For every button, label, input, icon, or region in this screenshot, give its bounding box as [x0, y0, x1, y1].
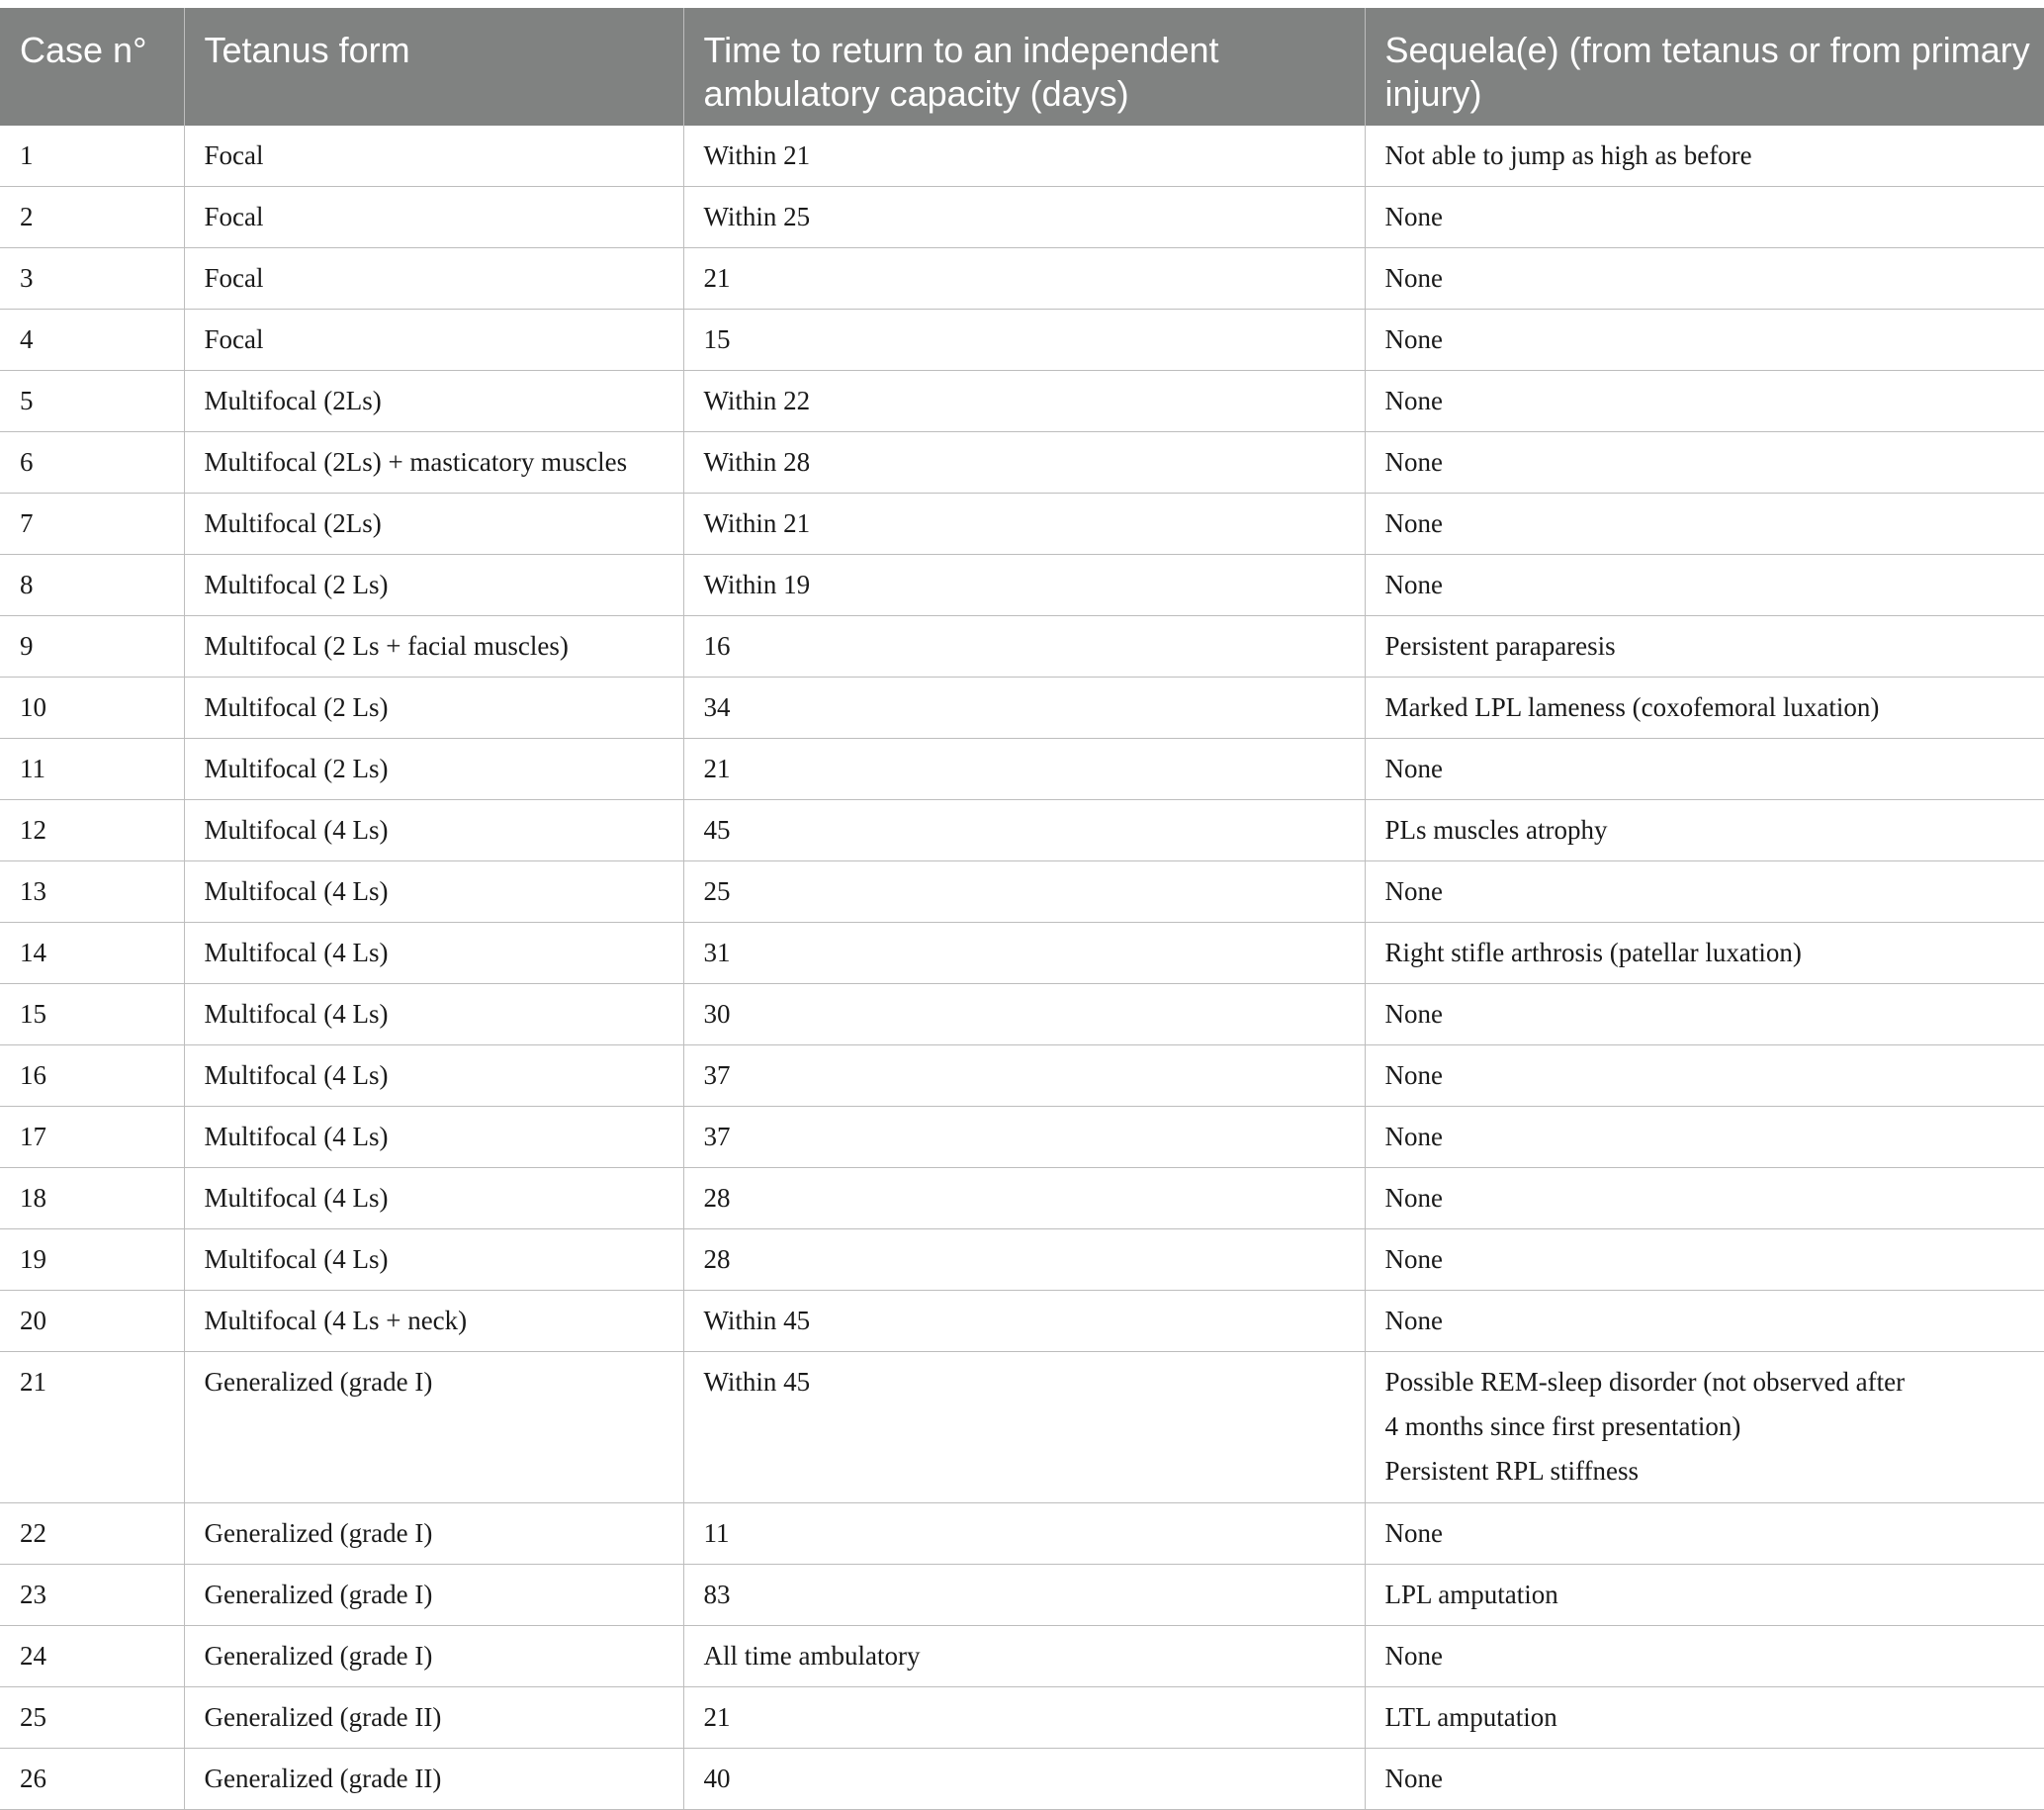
- table-row: [0, 1565, 2044, 1626]
- table-row: [0, 494, 2044, 555]
- case-number-cell: 10: [0, 678, 184, 739]
- table-row: [0, 1352, 2044, 1503]
- header-case-number: Case n°: [0, 8, 184, 126]
- time-to-ambulation-cell: Within 28: [683, 432, 1365, 494]
- tetanus-form-cell: Generalized (grade I): [184, 1565, 683, 1626]
- time-to-ambulation-cell: Within 22: [683, 371, 1365, 432]
- case-number-cell: 24: [0, 1626, 184, 1687]
- sequela-line: Not able to jump as high as before: [1384, 140, 1752, 170]
- header-row: [0, 8, 2044, 126]
- sequela-line: Persistent paraparesis: [1384, 631, 1616, 661]
- header-time-to-ambulation: Time to return to an independent ambulatory capacity (days): [683, 8, 1365, 126]
- table-row: [0, 1503, 2044, 1565]
- sequelae-cell: [1365, 616, 2044, 678]
- sequelae-cell: [1365, 984, 2044, 1045]
- sequelae-cell: [1365, 494, 2044, 555]
- table-row: [0, 1168, 2044, 1229]
- table-row: [0, 1229, 2044, 1291]
- case-number-cell: 15: [0, 984, 184, 1045]
- tetanus-form-cell: Generalized (grade I): [184, 1352, 683, 1503]
- sequela-line: LTL amputation: [1384, 1702, 1557, 1732]
- sequela-line: PLs muscles atrophy: [1384, 815, 1608, 845]
- sequelae-cell: [1365, 1045, 2044, 1107]
- table-row: [0, 1291, 2044, 1352]
- time-to-ambulation-cell: Within 45: [683, 1291, 1365, 1352]
- sequelae-cell: [1365, 923, 2044, 984]
- sequela-line: None: [1384, 508, 1443, 538]
- sequelae-cell: [1365, 1687, 2044, 1749]
- header-tetanus-form: Tetanus form: [184, 8, 683, 126]
- time-to-ambulation-cell: 15: [683, 310, 1365, 371]
- time-to-ambulation-cell: 30: [683, 984, 1365, 1045]
- time-to-ambulation-cell: 25: [683, 861, 1365, 923]
- case-number-cell: 26: [0, 1749, 184, 1810]
- sequela-line: Marked LPL lameness (coxofemoral luxation): [1384, 692, 1880, 722]
- time-to-ambulation-cell: 34: [683, 678, 1365, 739]
- sequela-line: Right stifle arthrosis (patellar luxation): [1384, 938, 1802, 967]
- case-number-cell: 4: [0, 310, 184, 371]
- table-row: [0, 1107, 2044, 1168]
- case-number-cell: 3: [0, 248, 184, 310]
- time-to-ambulation-cell: 21: [683, 248, 1365, 310]
- time-to-ambulation-cell: 37: [683, 1107, 1365, 1168]
- tetanus-form-cell: Multifocal (4 Ls): [184, 861, 683, 923]
- case-number-cell: 18: [0, 1168, 184, 1229]
- sequela-line: None: [1384, 1122, 1443, 1151]
- table-row: [0, 248, 2044, 310]
- case-number-cell: 22: [0, 1503, 184, 1565]
- sequelae-cell: [1365, 1168, 2044, 1229]
- tetanus-form-cell: Multifocal (4 Ls): [184, 923, 683, 984]
- case-number-cell: 16: [0, 1045, 184, 1107]
- table-row: [0, 678, 2044, 739]
- table-row: [0, 187, 2044, 248]
- time-to-ambulation-cell: 45: [683, 800, 1365, 861]
- sequela-line: None: [1384, 202, 1443, 231]
- sequela-line: None: [1384, 999, 1443, 1029]
- sequelae-cell: [1365, 1291, 2044, 1352]
- table-row: [0, 1626, 2044, 1687]
- table-row: [0, 1687, 2044, 1749]
- sequela-line: Possible REM-sleep disorder (not observed after: [1384, 1367, 1906, 1397]
- table-body: [0, 126, 2044, 1810]
- sequela-line: LPL amputation: [1384, 1580, 1558, 1609]
- sequelae-cell: [1365, 1229, 2044, 1291]
- table-row: [0, 432, 2044, 494]
- tetanus-form-cell: Multifocal (4 Ls): [184, 984, 683, 1045]
- time-to-ambulation-cell: 31: [683, 923, 1365, 984]
- case-number-cell: 11: [0, 739, 184, 800]
- case-number-cell: 21: [0, 1352, 184, 1503]
- tetanus-form-cell: Multifocal (2 Ls): [184, 678, 683, 739]
- tetanus-form-cell: Generalized (grade II): [184, 1749, 683, 1810]
- sequelae-cell: [1365, 1352, 2044, 1503]
- table-row: [0, 800, 2044, 861]
- sequela-line: None: [1384, 1060, 1443, 1090]
- sequela-line: None: [1384, 1306, 1443, 1335]
- case-number-cell: 7: [0, 494, 184, 555]
- table-row: [0, 1749, 2044, 1810]
- tetanus-form-cell: Multifocal (2Ls) + masticatory muscles: [184, 432, 683, 494]
- table-row: [0, 1045, 2044, 1107]
- time-to-ambulation-cell: Within 19: [683, 555, 1365, 616]
- case-number-cell: 9: [0, 616, 184, 678]
- tetanus-form-cell: Multifocal (4 Ls): [184, 1168, 683, 1229]
- sequela-line: None: [1384, 754, 1443, 783]
- sequelae-cell: [1365, 187, 2044, 248]
- sequela-line: None: [1384, 876, 1443, 906]
- case-number-cell: 23: [0, 1565, 184, 1626]
- sequela-line: 4 months since first presentation): [1384, 1411, 1741, 1441]
- sequelae-cell: [1365, 861, 2044, 923]
- sequelae-cell: [1365, 1565, 2044, 1626]
- table-row: [0, 861, 2044, 923]
- table-row: [0, 616, 2044, 678]
- tetanus-form-cell: Multifocal (4 Ls): [184, 800, 683, 861]
- time-to-ambulation-cell: 21: [683, 1687, 1365, 1749]
- sequelae-cell: [1365, 310, 2044, 371]
- sequela-line: None: [1384, 386, 1443, 415]
- tetanus-form-cell: Generalized (grade I): [184, 1626, 683, 1687]
- case-number-cell: 20: [0, 1291, 184, 1352]
- time-to-ambulation-cell: Within 25: [683, 187, 1365, 248]
- table-header: [0, 8, 2044, 126]
- sequelae-cell: [1365, 248, 2044, 310]
- case-number-cell: 17: [0, 1107, 184, 1168]
- table-row: [0, 126, 2044, 187]
- tetanus-form-cell: Focal: [184, 126, 683, 187]
- sequelae-cell: [1365, 739, 2044, 800]
- sequelae-cell: [1365, 126, 2044, 187]
- table-row: [0, 371, 2044, 432]
- tetanus-form-cell: Generalized (grade II): [184, 1687, 683, 1749]
- time-to-ambulation-cell: 40: [683, 1749, 1365, 1810]
- case-number-cell: 1: [0, 126, 184, 187]
- sequelae-cell: [1365, 555, 2044, 616]
- case-number-cell: 5: [0, 371, 184, 432]
- header-sequelae: Sequela(e) (from tetanus or from primary injury): [1365, 8, 2044, 126]
- table-row: [0, 555, 2044, 616]
- case-number-cell: 25: [0, 1687, 184, 1749]
- sequelae-cell: [1365, 1503, 2044, 1565]
- time-to-ambulation-cell: 11: [683, 1503, 1365, 1565]
- sequela-line: None: [1384, 263, 1443, 293]
- tetanus-form-cell: Multifocal (2 Ls + facial muscles): [184, 616, 683, 678]
- case-number-cell: 12: [0, 800, 184, 861]
- tetanus-form-cell: Focal: [184, 187, 683, 248]
- tetanus-form-cell: Multifocal (2Ls): [184, 371, 683, 432]
- tetanus-form-cell: Multifocal (4 Ls): [184, 1107, 683, 1168]
- time-to-ambulation-cell: 16: [683, 616, 1365, 678]
- sequelae-cell: [1365, 1107, 2044, 1168]
- sequela-line: None: [1384, 1641, 1443, 1671]
- table-row: [0, 923, 2044, 984]
- table-row: [0, 739, 2044, 800]
- table-row: [0, 984, 2044, 1045]
- tetanus-form-cell: Multifocal (4 Ls): [184, 1045, 683, 1107]
- sequelae-cell: [1365, 1626, 2044, 1687]
- case-number-cell: 6: [0, 432, 184, 494]
- sequelae-cell: [1365, 1749, 2044, 1810]
- sequela-line: None: [1384, 570, 1443, 599]
- sequelae-cell: [1365, 800, 2044, 861]
- table-row: [0, 310, 2044, 371]
- case-number-cell: 14: [0, 923, 184, 984]
- tetanus-form-cell: Multifocal (2 Ls): [184, 739, 683, 800]
- sequelae-cell: [1365, 432, 2044, 494]
- case-number-cell: 19: [0, 1229, 184, 1291]
- time-to-ambulation-cell: 83: [683, 1565, 1365, 1626]
- sequela-line: None: [1384, 447, 1443, 477]
- tetanus-form-cell: Generalized (grade I): [184, 1503, 683, 1565]
- sequela-line: None: [1384, 1764, 1443, 1793]
- sequela-line: None: [1384, 1183, 1443, 1213]
- tetanus-form-cell: Multifocal (2 Ls): [184, 555, 683, 616]
- case-number-cell: 8: [0, 555, 184, 616]
- sequela-line: None: [1384, 1518, 1443, 1548]
- tetanus-form-cell: Multifocal (4 Ls + neck): [184, 1291, 683, 1352]
- tetanus-form-cell: Focal: [184, 310, 683, 371]
- case-number-cell: 13: [0, 861, 184, 923]
- sequelae-cell: [1365, 371, 2044, 432]
- time-to-ambulation-cell: 28: [683, 1168, 1365, 1229]
- case-number-cell: 2: [0, 187, 184, 248]
- time-to-ambulation-cell: 28: [683, 1229, 1365, 1291]
- time-to-ambulation-cell: All time ambulatory: [683, 1626, 1365, 1687]
- sequela-line: None: [1384, 1244, 1443, 1274]
- tetanus-form-cell: Focal: [184, 248, 683, 310]
- sequela-line: None: [1384, 324, 1443, 354]
- sequelae-cell: [1365, 678, 2044, 739]
- sequela-line: Persistent RPL stiffness: [1384, 1456, 1640, 1486]
- tetanus-form-cell: Multifocal (4 Ls): [184, 1229, 683, 1291]
- time-to-ambulation-cell: Within 21: [683, 494, 1365, 555]
- time-to-ambulation-cell: 37: [683, 1045, 1365, 1107]
- time-to-ambulation-cell: Within 21: [683, 126, 1365, 187]
- tetanus-cases-table: [0, 8, 2044, 1810]
- tetanus-form-cell: Multifocal (2Ls): [184, 494, 683, 555]
- time-to-ambulation-cell: 21: [683, 739, 1365, 800]
- time-to-ambulation-cell: Within 45: [683, 1352, 1365, 1503]
